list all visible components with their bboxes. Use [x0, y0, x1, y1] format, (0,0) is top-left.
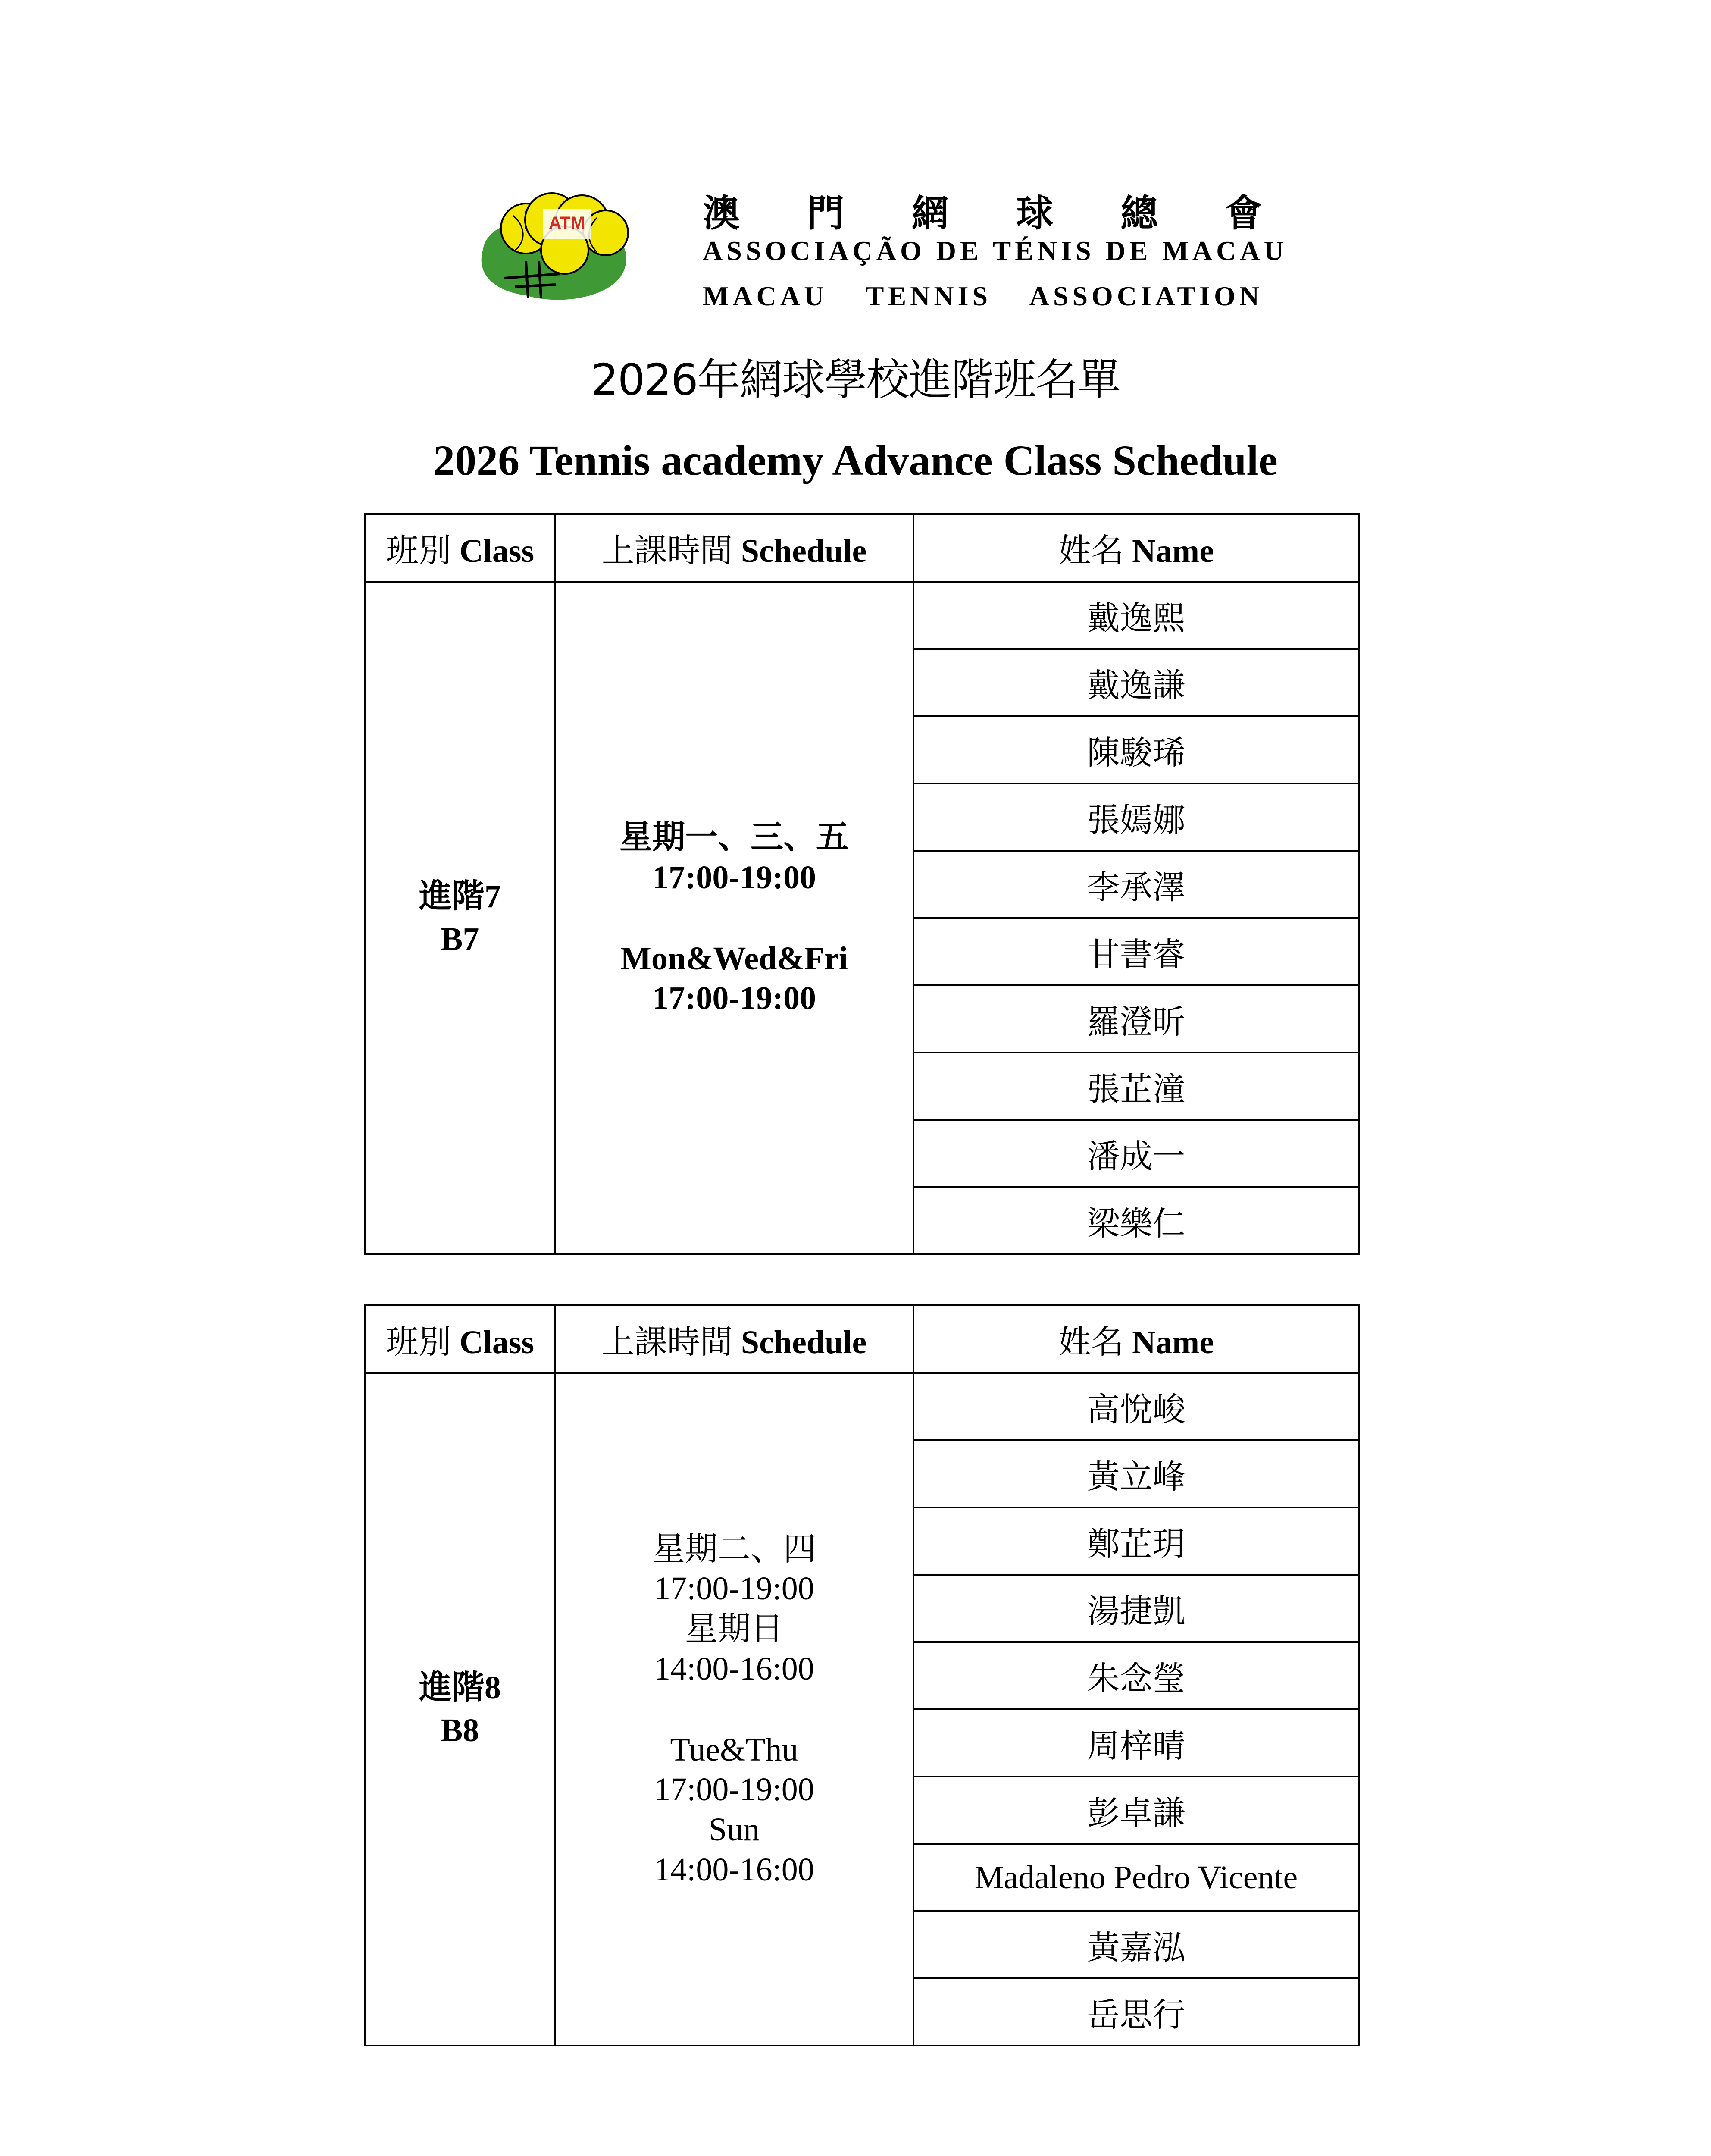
- schedule-line: 17:00-19:00: [654, 1771, 814, 1808]
- org-name-chinese-char: 球: [1016, 192, 1054, 235]
- header-name-en: Name: [1132, 1324, 1214, 1360]
- schedule-line: 星期二、四: [652, 1529, 816, 1568]
- schedule-line: 星期日: [685, 1609, 783, 1648]
- header-schedule: [555, 1305, 913, 1373]
- student-name: 鄭芷玥: [913, 1507, 1359, 1575]
- class-cell: [365, 1373, 555, 2046]
- header-class-en: Class: [459, 533, 535, 569]
- schedule-line: 17:00-19:00: [652, 980, 816, 1017]
- table-header-row: [365, 1305, 1359, 1373]
- student-name: 潘成一: [913, 1120, 1359, 1187]
- org-name-chinese-char: 總: [1120, 192, 1159, 235]
- org-name-english-word: TENNIS: [865, 281, 992, 311]
- schedule-line: 14:00-16:00: [654, 1650, 814, 1687]
- org-name-english: [703, 280, 1263, 312]
- header-class: [365, 514, 555, 582]
- header-schedule-cn: 上課時間: [601, 531, 733, 570]
- class-name-cn: 進階8: [419, 1670, 501, 1706]
- student-name: 梁樂仁: [913, 1187, 1359, 1254]
- page-title-english: 2026 Tennis academy Advance Class Schedule: [433, 436, 1278, 484]
- org-name-english-word: ASSOCIATION: [1029, 281, 1263, 311]
- schedule-cell: [555, 1373, 913, 2046]
- student-name: 周梓晴: [913, 1709, 1359, 1777]
- header-class-cn: 班別: [385, 531, 451, 570]
- header-name: [913, 514, 1359, 582]
- class-cell: [365, 582, 555, 1254]
- org-name-chinese-char: 門: [807, 192, 845, 235]
- student-name: 陳駿琋: [913, 716, 1359, 783]
- org-name-chinese-char: 網: [911, 192, 950, 235]
- table-row: [365, 582, 1359, 649]
- org-name-chinese: [703, 183, 1263, 237]
- student-name: Madaleno Pedro Vicente: [913, 1844, 1359, 1911]
- header-class: [365, 1305, 555, 1373]
- student-name: 羅澄昕: [913, 985, 1359, 1053]
- schedule-line: 星期一、三、五: [619, 819, 849, 856]
- student-name: 湯捷凱: [913, 1575, 1359, 1642]
- header-name: [913, 1305, 1359, 1373]
- student-name: 李承澤: [913, 851, 1359, 918]
- page-title-chinese: 2026年網球學校進階班名單: [591, 354, 1120, 405]
- org-name-english-word: MACAU: [703, 281, 828, 311]
- logo-text: ATM: [549, 213, 585, 232]
- table-row: [365, 1373, 1359, 1440]
- student-name: 朱念瑩: [913, 1642, 1359, 1709]
- schedule-line: Mon&Wed&Fri: [620, 940, 848, 977]
- student-name: 甘書睿: [913, 918, 1359, 985]
- org-name-chinese-char: 澳: [703, 192, 741, 235]
- class-table-b8: [364, 1304, 1360, 2046]
- schedule-line: 17:00-19:00: [652, 859, 816, 896]
- schedule-line: 14:00-16:00: [654, 1851, 814, 1888]
- student-name: 戴逸謙: [913, 649, 1359, 716]
- org-name-chinese-char: 會: [1225, 192, 1263, 235]
- class-name-cn: 進階7: [419, 878, 501, 915]
- student-name: 黃立峰: [913, 1440, 1359, 1507]
- header-class-en: Class: [459, 1324, 535, 1360]
- schedule-line: 17:00-19:00: [654, 1570, 814, 1607]
- header-schedule-cn: 上課時間: [601, 1322, 733, 1361]
- student-name: 高悅峻: [913, 1373, 1359, 1440]
- student-name: 黃嘉泓: [913, 1911, 1359, 1978]
- header-schedule-en: Schedule: [741, 533, 867, 569]
- header-name-cn: 姓名: [1058, 531, 1124, 570]
- schedule-line: Sun: [708, 1811, 760, 1848]
- schedule-cell: [555, 582, 913, 1254]
- table-header-row: [365, 514, 1359, 582]
- student-name: 張芷潼: [913, 1053, 1359, 1120]
- schedule-line: Tue&Thu: [670, 1731, 798, 1768]
- student-name: 張嫣娜: [913, 783, 1359, 851]
- student-name: 彭卓謙: [913, 1777, 1359, 1844]
- header-name-en: Name: [1132, 533, 1214, 569]
- association-logo: [474, 185, 638, 306]
- student-name: 岳思行: [913, 1978, 1359, 2046]
- header-schedule-en: Schedule: [741, 1324, 867, 1360]
- header-class-cn: 班別: [385, 1322, 451, 1361]
- class-table-b7: [364, 513, 1360, 1255]
- org-name-portuguese: ASSOCIAÇÃO DE TÉNIS DE MACAU: [703, 235, 1288, 266]
- class-code: B8: [441, 1712, 479, 1749]
- student-name: 戴逸熙: [913, 582, 1359, 649]
- class-code: B7: [441, 921, 479, 957]
- header-name-cn: 姓名: [1058, 1322, 1124, 1361]
- header-schedule: [555, 514, 913, 582]
